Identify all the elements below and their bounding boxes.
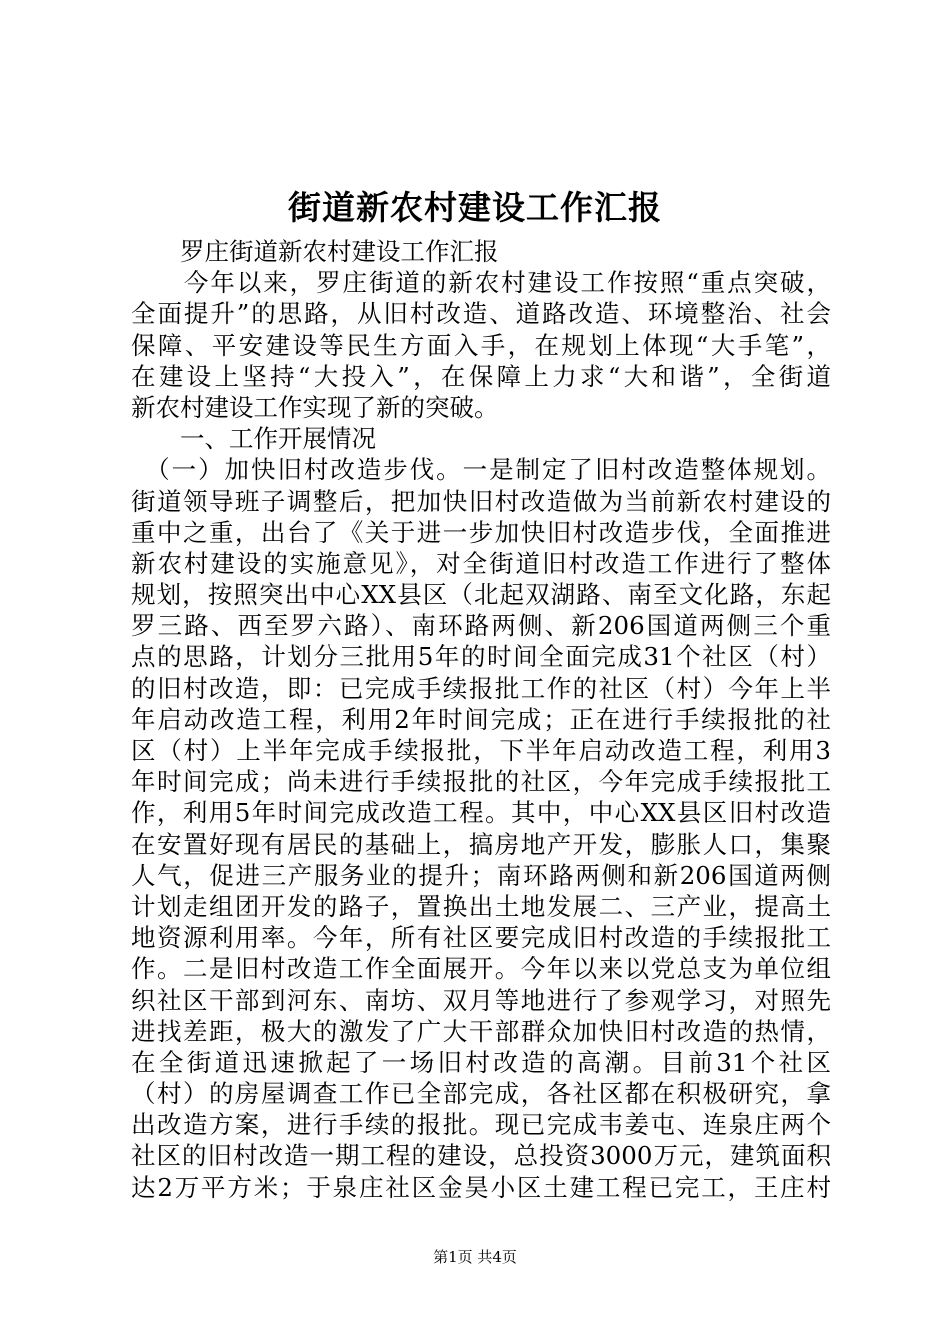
body-line: 今年以来，罗庄街道的新农村建设工作按照“重点突破， [131, 268, 831, 298]
body-line: 保障、平安建设等民生方面入手，在规划上体现“大手笔”， [131, 330, 831, 360]
body-line: 点的思路，计划分三批用5年的时间全面完成31个社区（村） [131, 642, 831, 672]
body-line: 年启动改造工程，利用2年时间完成；正在进行手续报批的社 [131, 704, 831, 734]
body-line: 全面提升”的思路，从旧村改造、道路改造、环境整治、社会 [131, 299, 831, 329]
body-line: 一、工作开展情况 [131, 424, 376, 454]
body-line: 区（村）上半年完成手续报批，下半年启动改造工程，利用3 [131, 736, 831, 765]
body-line: 地资源利用率。今年，所有社区要完成旧村改造的手续报批工 [131, 923, 831, 953]
body-line: 新农村建设工作实现了新的突破。 [131, 392, 499, 422]
body-line: 新农村建设的实施意见》，对全街道旧村改造工作进行了整体 [131, 548, 831, 578]
body-line: 作。二是旧村改造工作全面展开。今年以来以党总支为单位组 [131, 954, 831, 984]
body-line: 社区的旧村改造一期工程的建设，总投资3000万元，建筑面积 [131, 1141, 831, 1171]
body-line: 作，利用5年时间完成改造工程。其中，中心XX县区旧村改造 [131, 798, 831, 828]
body-line: 达2万平方米；于泉庄社区金昊小区土建工程已完工，王庄村 [131, 1172, 831, 1202]
document-body [131, 236, 831, 1203]
body-line: 规划，按照突出中心XX县区（北起双湖路、南至文化路，东起 [131, 580, 831, 610]
body-line: 的旧村改造，即：已完成手续报批工作的社区（村）今年上半 [131, 673, 831, 703]
body-line: 在全街道迅速掀起了一场旧村改造的高潮。目前31个社区 [131, 1047, 831, 1077]
body-line: 织社区干部到河东、南坊、双月等地进行了参观学习，对照先 [131, 985, 831, 1015]
body-line: 出改造方案，进行手续的报批。现已完成韦姜屯、连泉庄两个 [131, 1110, 831, 1140]
body-line: 罗庄街道新农村建设工作汇报 [131, 237, 499, 266]
body-line: 罗三路、西至罗六路）、南环路两侧、新206国道两侧三个重 [131, 611, 831, 641]
body-line: （村）的房屋调查工作已全部完成，各社区都在积极研究，拿 [131, 1079, 831, 1109]
body-line: 年时间完成；尚未进行手续报批的社区，今年完成手续报批工 [131, 767, 831, 797]
body-line: 人气，促进三产服务业的提升；南环路两侧和新206国道两侧 [131, 860, 831, 890]
body-line: 在安置好现有居民的基础上，搞房地产开发，膨胀人口，集聚 [131, 829, 831, 859]
page-footer: 第1页 共4页 [433, 1248, 517, 1266]
body-line: 计划走组团开发的路子，置换出土地发展二、三产业，提高土 [131, 891, 831, 921]
body-line: 在建设上坚持“大投入”，在保障上力求“大和谐”，全街道 [131, 361, 831, 391]
body-line: 街道领导班子调整后，把加快旧村改造做为当前新农村建设的 [131, 486, 831, 516]
document-title: 街道新农村建设工作汇报 [288, 188, 662, 227]
body-line: 重中之重，出台了《关于进一步加快旧村改造步伐，全面推进 [131, 517, 831, 547]
body-line: 进找差距，极大的激发了广大干部群众加快旧村改造的热情， [131, 1016, 831, 1046]
body-line: （一）加快旧村改造步伐。一是制定了旧村改造整体规划。 [131, 455, 831, 485]
